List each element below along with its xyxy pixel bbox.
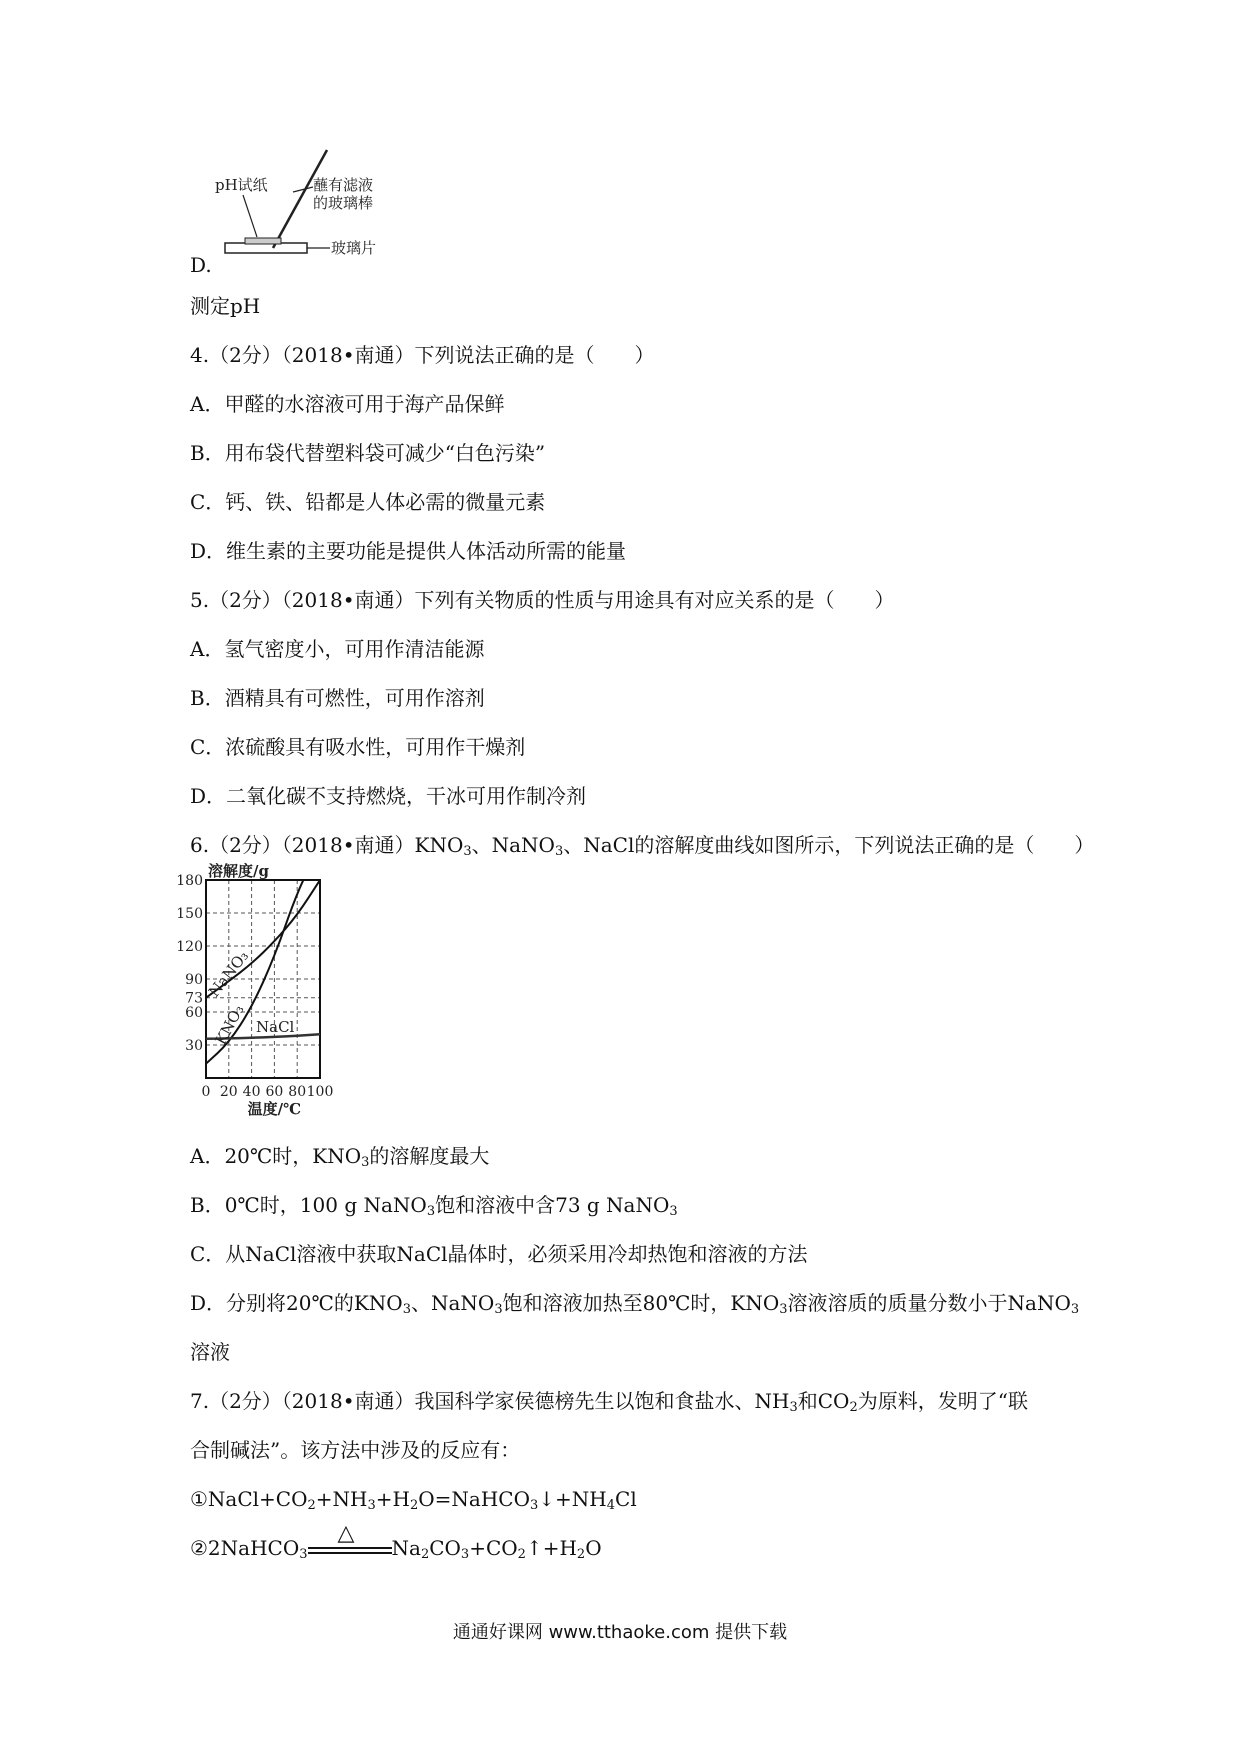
x-tick-label: 0 [201, 1084, 211, 1100]
question-4-option-c: C．钙、铁、铅都是人体必需的微量元素 [190, 490, 546, 514]
x-axis-label: 温度/℃ [247, 1100, 302, 1118]
question-6: 6.（2分）（2018•南通）$KNO_3$、NaNO$_3$、NaCl的溶解度曲线如图所示，下列说法正确的是（ ） [190, 833, 1095, 859]
question-5-option-a: A．氢气密度小，可用作清洁能源 [190, 637, 485, 661]
ph-paper [245, 238, 281, 244]
question-7-cont: 合制碱法”。该方法中涉及的反应有： [190, 1438, 521, 1462]
y-tick-label: 60 [185, 1005, 203, 1021]
question-5-option-c: C．浓硫酸具有吸水性，可用作干燥剂 [190, 735, 526, 759]
question-4-option-d: D．维生素的主要功能是提供人体活动所需的能量 [190, 539, 627, 563]
question-5: 5.（2分）（2018•南通）下列有关物质的性质与用途具有对应关系的是（ ） [190, 588, 895, 612]
y-tick-label: 120 [176, 939, 203, 955]
page-footer: 通通好课网 www.tthaoke.com 提供下载 [452, 1622, 788, 1643]
question-6-option-a: A．20℃时，$KNO_3$的溶解度最大 [190, 1144, 490, 1170]
x-tick-label: 20 [219, 1084, 238, 1100]
question-7: 7.（2分）（2018•南通）我国科学家侯德榜先生以饱和食盐水、$NH_3$和$CO_2$为原料，发明了“联 [190, 1389, 1028, 1415]
y-axis-label: 溶解度/g [208, 862, 269, 880]
x-tick-label: 80 [288, 1084, 307, 1100]
question-5-option-b: B．酒精具有可燃性，可用作溶剂 [190, 686, 485, 710]
y-tick-label: 73 [185, 990, 203, 1007]
question-6-option-d-cont: 溶液 [190, 1340, 230, 1364]
question-6-option-c: C．从NaCl溶液中获取NaCl晶体时，必须采用冷却热饱和溶液的方法 [190, 1242, 808, 1266]
glass-slide-label: 玻璃片 [331, 239, 377, 257]
question-6-option-b: B．0℃时，100 g NaNO$_3$饱和溶液中含73 g NaNO$_3$ [190, 1193, 678, 1219]
question-6-option-d: D．分别将20℃的$KNO_3$、NaNO$_3$饱和溶液加热至80℃时，$KNO_3$溶液溶质的质量分数小于NaNO$_3$ [190, 1291, 1080, 1317]
y-tick-label: 150 [176, 906, 203, 922]
question-4-option-b: B．用布袋代替塑料袋可减少“白色污染” [190, 441, 546, 465]
question-4: 4.（2分）（2018•南通）下列说法正确的是（ ） [190, 343, 655, 367]
series-label-kno3: KNO₃ [211, 1001, 248, 1048]
ph-caption: 测定pH [190, 294, 261, 318]
heat-condition: △ [308, 1540, 392, 1560]
reaction-2: ②2NaHCO$_3$ △ $Na_2CO_3+CO_2↑+H_2O$ [190, 1520, 602, 1562]
y-tick-label: 90 [185, 972, 203, 988]
series-label-nano3: NaNO₃ [204, 947, 253, 1001]
y-tick-label: 30 [185, 1038, 203, 1054]
y-tick-label: 180 [176, 873, 203, 889]
option-d-label: D. [190, 253, 212, 277]
series-label-nacl: NaCl [256, 1018, 295, 1036]
rod-label-1: 蘸有滤液 [313, 176, 374, 194]
x-tick-label: 100 [306, 1084, 334, 1100]
solubility-chart [176, 858, 390, 1118]
reaction-1: $①NaCl+CO_2+NH_3+H_2O=NaHCO_3↓+NH_4Cl$ [190, 1487, 637, 1513]
question-5-option-d: D．二氧化碳不支持燃烧，干冰可用作制冷剂 [190, 784, 587, 808]
ph-paper-label: pH试纸 [215, 176, 268, 194]
x-tick-label: 60 [265, 1084, 284, 1100]
rod-label-2: 的玻璃棒 [313, 194, 374, 212]
question-4-option-a: A．甲醛的水溶液可用于海产品保鲜 [190, 392, 505, 416]
x-tick-label: 40 [242, 1084, 261, 1100]
ph-test-figure [215, 145, 435, 255]
